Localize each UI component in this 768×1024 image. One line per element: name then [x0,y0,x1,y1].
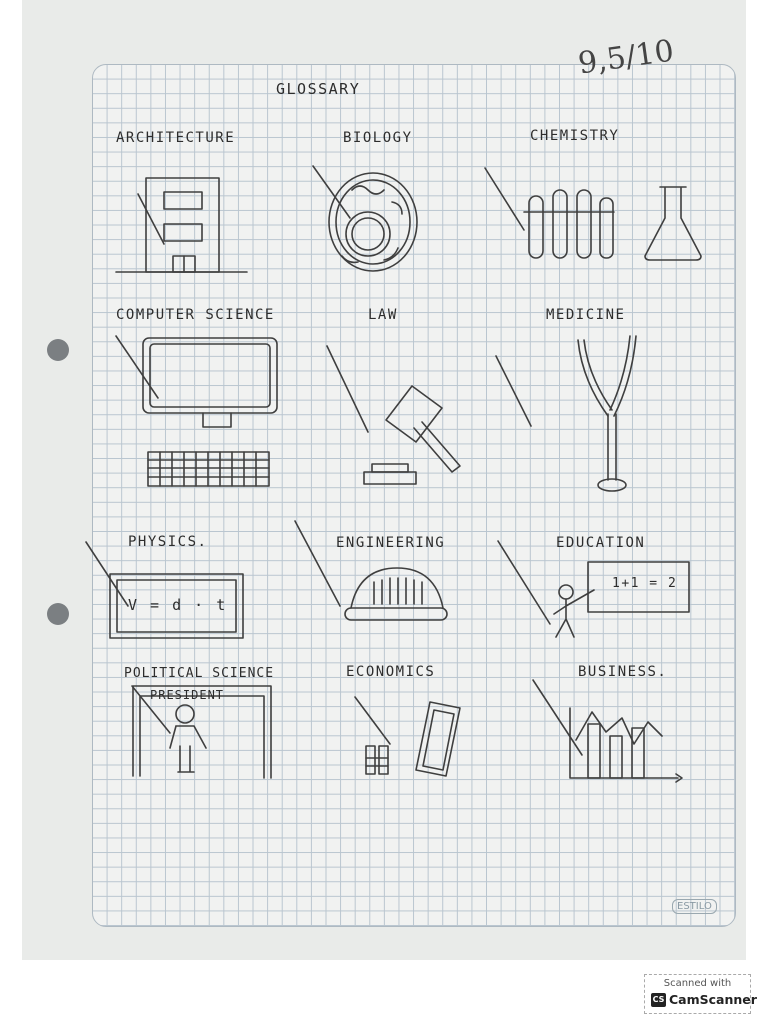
medicine-stethoscope-drawing [496,336,636,491]
grade: 9,5/10 [576,33,676,82]
law-gavel-drawing [327,346,460,484]
label-political-science: POLITICAL SCIENCE [124,666,275,681]
physics-formula: V = d · t [128,596,228,614]
badge-caption: Scanned with [663,978,732,989]
label-physics: PHYSICS. [128,534,208,550]
label-economics: ECONOMICS [346,664,436,680]
camscanner-logo-icon: CS [651,993,666,1007]
label-medicine: MEDICINE [546,307,626,323]
label-architecture: ARCHITECTURE [116,130,236,146]
label-engineering: ENGINEERING [336,535,446,551]
badge-app-name: CamScanner [669,992,757,1007]
label-education: EDUCATION [556,535,646,551]
paper-brand: ESTILO [672,899,717,914]
page-title: GLOSSARY [276,80,361,98]
biology-cell-drawing [313,166,417,271]
camscanner-badge [644,974,757,1014]
label-chemistry: CHEMISTRY [530,128,620,144]
politics-sign-text: PRESIDENT [150,688,225,702]
physics-formula-drawing [86,542,243,638]
engineering-hardhat-drawing [295,521,447,620]
label-biology: BIOLOGY [343,130,413,146]
architecture-building-drawing [116,178,247,272]
computer-drawing [116,336,277,486]
education-board-text: 1+1 = 2 [612,576,678,591]
chemistry-glassware-drawing [485,168,701,260]
label-business: BUSINESS. [578,664,668,680]
label-law: LAW [368,307,398,323]
economics-coins-drawing [355,697,460,776]
business-chart-drawing [533,680,682,782]
label-computer-science: COMPUTER SCIENCE [116,307,275,323]
